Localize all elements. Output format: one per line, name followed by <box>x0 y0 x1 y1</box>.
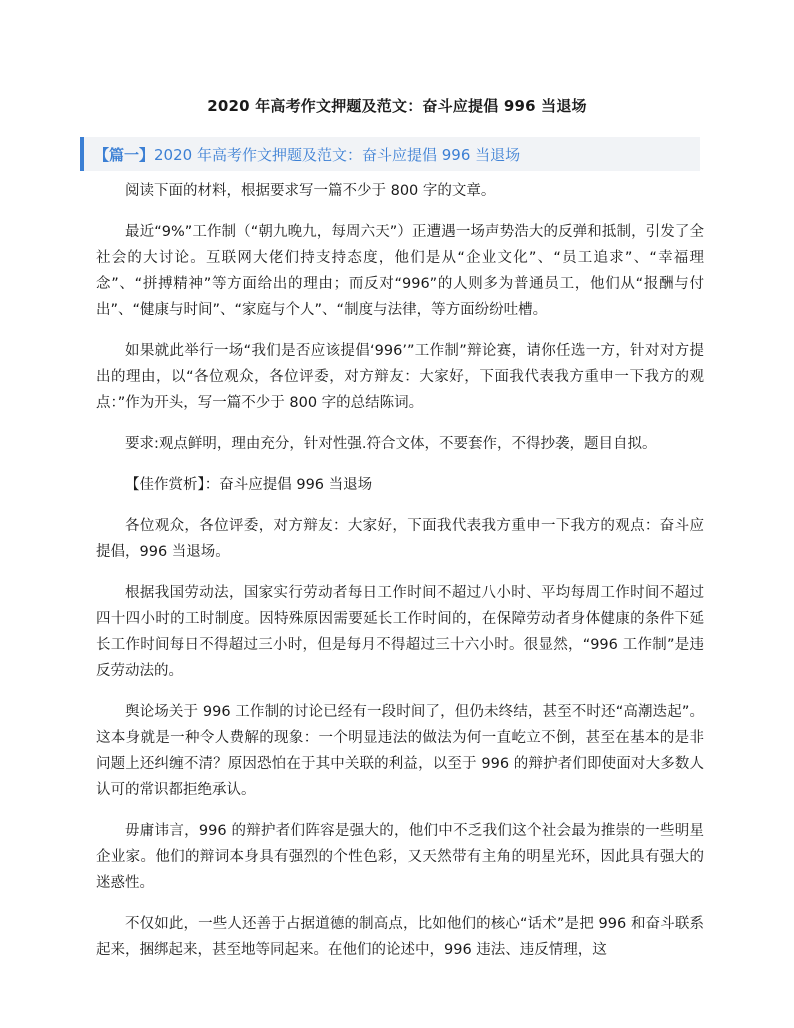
paragraph: 要求:观点鲜明，理由充分，针对性强.符合文体，不要套作，不得抄袭，题目自拟。 <box>125 436 657 452</box>
section-header <box>80 137 700 171</box>
document-title: 2020 年高考作文押题及范文：奋斗应提倡 996 当退场 <box>207 97 587 115</box>
paragraph: 舆论场关于 996 工作制的讨论已经有一段时间了，但仍未终结，甚至不时还“高潮迭起”。这本身就是一种令人费解的现象：一个明显违法的做法为何一直屹立不倒，甚至在基本的是非问题上还纠缠不清？原因恐怕在于其中关联的利益，以至于 996 的辩护者们即使面对大多数人认可的常识都拒绝承认。 <box>96 704 704 798</box>
paragraph: 如果就此举行一场“我们是否应该提倡‘996’”工作制”辩论赛，请你任选一方，针对对方提出的理由，以“各位观众，各位评委，对方辩友：大家好，下面我代表我方重申一下我方的观点：”作为开头，写一篇不少于 800 字的总结陈词。 <box>96 343 704 411</box>
paragraph: 各位观众，各位评委，对方辩友：大家好，下面我代表我方重申一下我方的观点：奋斗应提倡，996 当退场。 <box>96 518 704 560</box>
paragraph: 根据我国劳动法，国家实行劳动者每日工作时间不超过八小时、平均每周工作时间不超过四十四小时的工时制度。因特殊原因需要延长工作时间的，在保障劳动者身体健康的条件下延长工作时间每日不得超过三小时，但是每月不得超过三十六小时。很显然，“996 工作制”是违反劳动法的。 <box>96 585 704 679</box>
section-header-lead: 【篇一】 <box>94 145 155 164</box>
paragraph: 【佳作赏析】：奋斗应提倡 996 当退场 <box>125 477 373 493</box>
paragraph: 毋庸讳言，996 的辩护者们阵容是强大的，他们中不乏我们这个社会最为推崇的一些明星企业家。他们的辩词本身具有强烈的个性色彩，又天然带有主角的明星光环，因此具有强大的迷惑性。 <box>96 823 704 891</box>
document-body <box>96 178 704 978</box>
paragraph: 不仅如此，一些人还善于占据道德的制高点，比如他们的核心“话术”是把 996 和奋斗联系起来，捆绑起来，甚至地等同起来。在他们的论述中，996 违法、违反情理，这 <box>96 916 704 958</box>
paragraph: 阅读下面的材料，根据要求写一篇不少于 800 字的文章。 <box>125 183 496 199</box>
section-header-text: 2020 年高考作文押题及范文：奋斗应提倡 996 当退场 <box>154 145 521 164</box>
paragraph: 最近“9%”工作制（“朝九晚九，每周六天”）正遭遇一场声势浩大的反弹和抵制，引发了全社会的大讨论。互联网大佬们持支持态度，他们是从“企业文化”、“员工追求”、“幸福理念”、“拼搏精神”等方面给出的理由；而反对“996”的人则多为普通员工，他们从“报酬与付出”、“健康与时间”、“家庭与个人”、“制度与法律，等方面纷纷吐槽。 <box>96 224 704 318</box>
